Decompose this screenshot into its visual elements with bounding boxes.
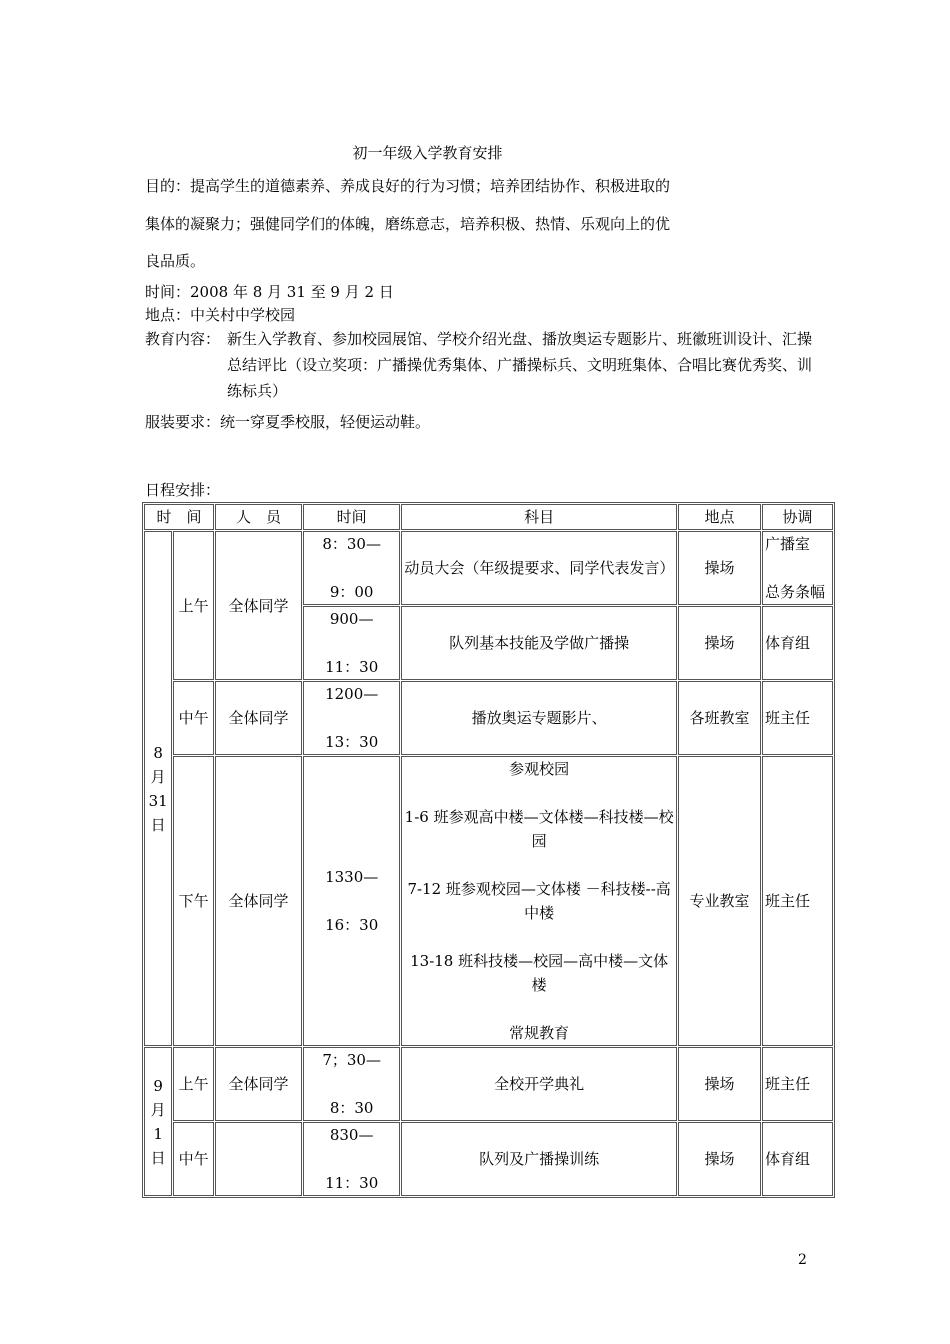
people-cell: 全体同学	[215, 756, 302, 1046]
header-people: 人 员	[215, 504, 302, 530]
table-header-row	[144, 504, 833, 530]
day-cell: 8 月 31 日	[144, 531, 172, 1046]
time-cell: 900— 11：30	[303, 606, 400, 680]
coord-cell: 班主任	[762, 681, 833, 755]
subject-cell: 队列基本技能及学做广播操	[401, 606, 677, 680]
subject-cell: 播放奥运专题影片、	[401, 681, 677, 755]
subject-cell: 全校开学典礼	[401, 1047, 677, 1121]
place-cell: 操场	[678, 531, 761, 605]
time-line: 时间：2008 年 8 月 31 至 9 月 2 日	[145, 283, 394, 301]
place-cell: 操场	[678, 606, 761, 680]
coord-cell: 体育组	[762, 1122, 833, 1196]
subject-cell: 队列及广播操训练	[401, 1122, 677, 1196]
content-text: 新生入学教育、参加校园展馆、学校介绍光盘、播放奥运专题影片、班徽班训设计、汇操总结评比（设立奖项：广播操优秀集体、广播操标兵、文明班集体、合唱比赛优秀奖、训练标兵）	[227, 330, 813, 400]
content-label: 教育内容：	[145, 330, 221, 348]
place-line: 地点：中关村中学校园	[145, 306, 296, 324]
table-row	[144, 531, 833, 605]
people-cell: 全体同学	[215, 1047, 302, 1121]
table-row	[144, 756, 833, 1046]
period-cell: 中午	[173, 681, 214, 755]
header-subject: 科目	[401, 504, 677, 530]
purpose-line-3: 良品质。	[145, 252, 206, 270]
page-title: 初一年级入学教育安排	[352, 144, 503, 162]
people-cell	[215, 1122, 302, 1196]
coord-cell: 广播室 总务条幅	[762, 531, 833, 605]
header-place: 地点	[678, 504, 761, 530]
coord-cell: 体育组	[762, 606, 833, 680]
period-cell: 上午	[173, 531, 214, 680]
table-row	[144, 1047, 833, 1121]
period-cell: 上午	[173, 1047, 214, 1121]
time-cell: 7；30— 8：30	[303, 1047, 400, 1121]
education-content	[145, 326, 825, 404]
time-cell: 1200— 13：30	[303, 681, 400, 755]
place-cell: 各班教室	[678, 681, 761, 755]
place-cell: 操场	[678, 1122, 761, 1196]
subject-cell: 动员大会（年级提要求、同学代表发言）	[401, 531, 677, 605]
people-cell: 全体同学	[215, 531, 302, 680]
purpose-line-1: 目的：提高学生的道德素养、养成良好的行为习惯；培养团结协作、积极进取的	[145, 177, 671, 195]
header-coord: 协调	[762, 504, 833, 530]
table-row	[144, 1122, 833, 1196]
coord-cell: 班主任	[762, 756, 833, 1046]
day-cell: 9 月 1 日	[144, 1047, 172, 1196]
people-cell: 全体同学	[215, 681, 302, 755]
place-cell: 操场	[678, 1047, 761, 1121]
period-cell: 中午	[173, 1122, 214, 1196]
page-number: 2	[798, 1252, 807, 1268]
time-cell: 1330— 16：30	[303, 756, 400, 1046]
coord-cell: 班主任	[762, 1047, 833, 1121]
header-time: 时间	[303, 504, 400, 530]
header-period: 时 间	[144, 504, 214, 530]
dress-line: 服装要求：统一穿夏季校服，轻便运动鞋。	[145, 413, 431, 431]
schedule-label: 日程安排：	[145, 481, 221, 499]
subject-cell: 参观校园 1-6 班参观高中楼—文体楼—科技楼—校园 7-12 班参观校园—文体楼 －科技楼--高中楼 13-18 班科技楼—校园—高中楼—文体楼 常规教育	[401, 756, 677, 1046]
time-cell: 830— 11：30	[303, 1122, 400, 1196]
time-cell: 8：30— 9：00	[303, 531, 400, 605]
place-cell: 专业教室	[678, 756, 761, 1046]
table-row	[144, 681, 833, 755]
period-cell: 下午	[173, 756, 214, 1046]
purpose-line-2: 集体的凝聚力；强健同学们的体魄，磨练意志，培养积极、热情、乐观向上的优	[145, 215, 671, 233]
schedule-table	[142, 502, 835, 1198]
